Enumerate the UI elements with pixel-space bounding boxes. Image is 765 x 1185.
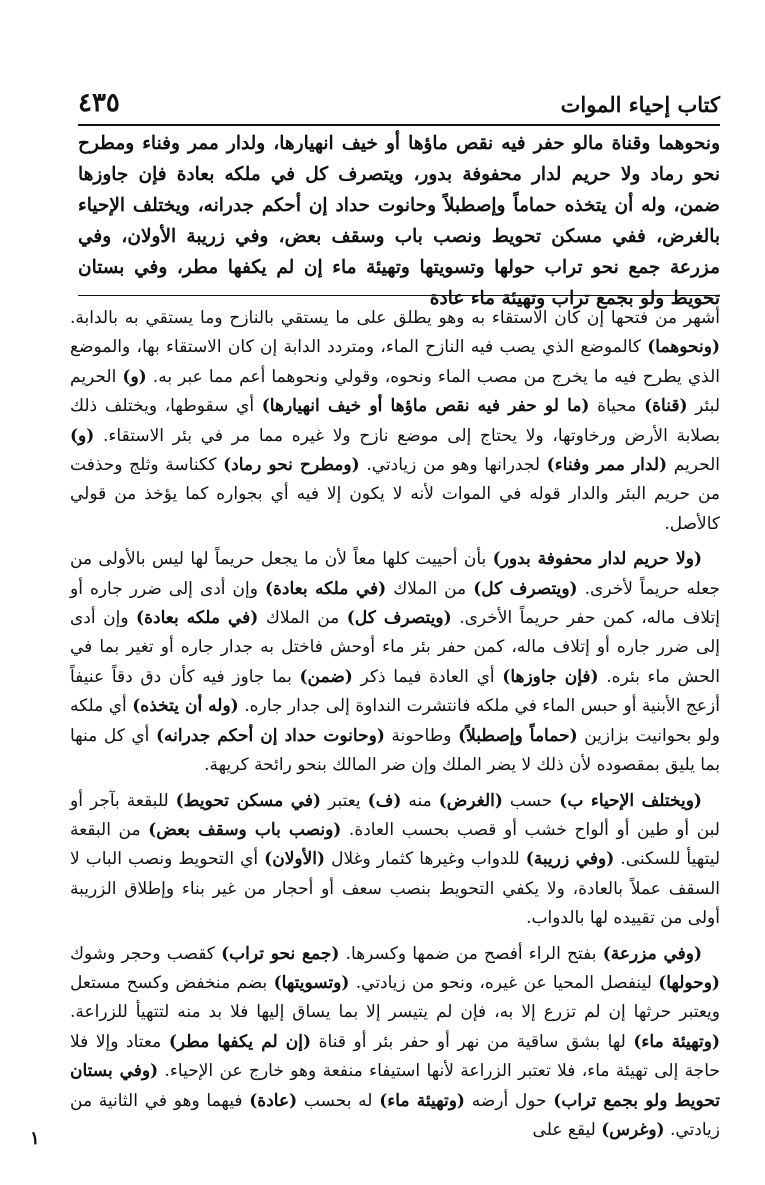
commentary-text: بفتح الراء أفصح من ضمها وكسرها. [339, 943, 603, 964]
commentary-text: محياة [589, 396, 645, 417]
commentary-text: بأن أحييت كلها معاً لأن ما يجعل حريماً لها ليس بالأولى من جعله حريماً لأخرى. [70, 549, 721, 599]
commentary-text: وإن أدى إلى ضرر جاره أو إتلاف ماله، كمن حفر بئر ماء أوحش فاختل به جدار جاره أو تغير بما في الحش ماء بئره. [70, 608, 721, 687]
commentary-text: له بحسب [297, 1090, 380, 1111]
commentary-text: أشهر من فتحها إن كان الاستقاء به وهو يطلق على ما يستقي بالنازح وما يستقي به بالدابة. [70, 308, 720, 328]
chapter-title: كتاب إحياء الموات [560, 92, 720, 117]
commentary-text: أي سقوطها، ويختلف ذلك بصلابة الأرض ورخاوتها، ولا يحتاج إلى موضع نازح ولا غيره مما مر في بئر الاستقاء. [70, 396, 720, 446]
quoted-matn: (لدار ممر وفناء) [546, 455, 668, 476]
quoted-matn: (في مسكن تحويط) [175, 790, 322, 811]
commentary-text: حسب [502, 790, 560, 811]
quoted-matn: (في ملكه بعادة) [136, 608, 259, 629]
quoted-matn: (ونحوهما) [647, 337, 720, 358]
commentary-text: بضم منخفض وكسح مستعل ويعتبر حرثها إن لم تزرع إلا به، فإن لم يتيسر إلا بما يساق إليها فلا بد منه لتتهيأ للزراعة. [70, 972, 720, 1023]
quoted-matn: (ويختلف الإحياء ب) [559, 790, 702, 811]
quoted-matn: (ويتصرف كل) [346, 608, 452, 629]
commentary-text: الحريم لبئر [70, 366, 720, 417]
quoted-matn: (ونصب باب وسقف بعض) [148, 819, 342, 840]
commentary-text: وطاحونة [384, 725, 459, 746]
commentary-text: من الملاك [258, 608, 347, 629]
quoted-matn: (وتهيئة ماء) [379, 1090, 465, 1111]
commentary-text: بما جاوز فيه كأن دق دقاً عنيفاً أزعج الأبنية أو حبس الماء في ملكه فانتشرت النداوة إلى جدار جاره. [70, 666, 720, 717]
quoted-matn: (في ملكه بعادة) [264, 578, 387, 599]
quoted-matn: (وتسويتها) [273, 972, 350, 993]
commentary-paragraph [70, 304, 720, 539]
separator-rule [78, 295, 720, 296]
quoted-matn: (قناة) [644, 396, 688, 417]
commentary-text: أي كل منها بما يليق بمقصوده لأن ذلك لا يضر الملك وإن ضر المالك بنحو رائحة كريهة. [70, 725, 720, 776]
quoted-matn: (وحانوت حداد إن أحكم جدرانه) [155, 725, 385, 746]
quoted-matn: (وحولها) [658, 972, 720, 993]
commentary-text: للبقعة بآجر أو لبن أو طين أو ألواح خشب أو قصب بحسب العادة. [70, 790, 720, 840]
commentary-text: فيهما وهو في الثانية من زيادتي. [70, 1090, 720, 1140]
commentary-text: حول أرضه [464, 1090, 554, 1111]
commentary-text: أي ملكه ولو بحوانيت بزازين [70, 696, 720, 746]
header-rule [78, 124, 720, 126]
commentary-text: من الملاك [386, 578, 474, 599]
quoted-matn: (و) [70, 425, 95, 446]
commentary-text: لينفصل المحيا عن غيره، ونحو من زيادتي. [349, 972, 659, 993]
commentary-text: كقصب وحجر وشوك [70, 943, 222, 964]
commentary-paragraph [70, 545, 720, 780]
commentary-text: كالموضع الذي يصب فيه النازح الماء، ومتردد الدابة إن كان الاستقاء بها، والموضع الذي يطرح فيه ما يخرج من مصب الماء ونحوه، وقولي ونحوهما أعم مما عبر به. [70, 337, 720, 387]
quoted-matn: (ومطرح نحو رماد) [223, 455, 360, 476]
commentary-text: لجدرانها وهو من زيادتي. [359, 455, 547, 476]
quoted-matn: (ولا حريم لدار محفوفة بدور) [492, 549, 702, 570]
commentary-text: وإن أدى إلى ضرر جاره أو إتلاف ماله، كمن حفر حريماً الأخرى. [70, 578, 721, 629]
quoted-matn: (الغرض) [438, 790, 503, 811]
quoted-matn: (وله أن يتخذه) [132, 696, 239, 717]
quoted-matn: (و) [122, 366, 147, 387]
commentary-text: للدواب وغيرها كثمار وغلال [325, 849, 526, 870]
main-text: ونحوهما وقناة مالو حفر فيه نقص ماؤها أو خيف انهيارها، ولدار ممر وفناء ومطرح نحو رماد ولا حريم لدار محفوفة بدور، ويتصرف كل في ملكه بعادة فإن جاوزها ضمن، وله أن يتخذه حماماً وإصطبلاً وحانوت حداد إن أحكم جدرانه، ويختلف الإحياء بالغرض، ففي مسكن تحويط ونصب باب وسقف بعض، وفي زريبة الأولان، وفي مزرعة جمع نحو تراب حولها وتسويتها وتهيئة ماء إن لم يكفها مطر، وفي بستان تحويط ولو بجمع تراب وتهيئة ماء عادة [78, 133, 720, 309]
commentary-text: الحريم [667, 455, 721, 476]
commentary-text: يعتبر [321, 790, 368, 811]
commentary-text: أي العادة فيما ذكر [352, 666, 503, 687]
running-header [78, 88, 720, 124]
quoted-matn: (ضمن) [299, 666, 353, 687]
quoted-matn: (وفي بستان تحويط ولو بجمع تراب) [70, 1061, 721, 1111]
commentary-text: منه [401, 790, 439, 811]
commentary-text: ليقع على [532, 1119, 602, 1140]
quoted-matn: (وتهيئة ماء) [633, 1031, 720, 1052]
commentary-text: أي التحويط ونصب الباب لا السقف عملاً بالعادة، ولا يكفي التحويط بنصب سعف أو أحجار من غير بناء وإطلاق الزريبة أولى من تقييده لها بالدواب. [70, 849, 720, 929]
commentary-paragraph [70, 787, 720, 934]
quoted-matn: (وفي مزرعة) [602, 943, 702, 964]
commentary-text: معتاد وإلا فلا حاجة إلى تهيئة ماء، فلا تعتبر الزراعة لأنها استيفاء منفعة وهو خارج عن الإحياء. [70, 1031, 720, 1082]
commentary-text: من البقعة ليتهيأ للسكنى. [70, 819, 721, 870]
quoted-matn: (جمع نحو تراب) [221, 943, 340, 964]
quoted-matn: (وفي زريبة) [525, 849, 615, 870]
quoted-matn: (فإن جاوزها) [502, 666, 599, 687]
commentary-paragraph [70, 940, 720, 1146]
quoted-matn: (ما لو حفر فيه نقص ماؤها أو خيف انهيارها) [261, 396, 590, 417]
quoted-matn: (إن لم يكفها مطر) [168, 1031, 312, 1052]
quoted-matn: (الأولان) [264, 849, 326, 870]
commentary [70, 304, 720, 1151]
quoted-matn: (حماماً وإصطبلاً) [458, 725, 578, 746]
commentary-text: لها بشق ساقية من نهر أو حفر بئر أو قناة [311, 1031, 634, 1052]
quoted-matn: (ويتصرف كل) [473, 578, 578, 599]
quoted-matn: (ف) [367, 790, 402, 811]
quoted-matn: (عادة) [249, 1090, 298, 1111]
quoted-matn: (وغرس) [601, 1119, 665, 1140]
margin-mark: ١ [30, 1128, 40, 1149]
page-number: ٤٣٥ [78, 88, 120, 118]
commentary-text: ككناسة وثلج وحذفت من حريم البئر والدار قوله في الموات لأنه لا يكون إلا فيه أي بجواره كما يؤخذ من قولي كالأصل. [70, 455, 720, 534]
